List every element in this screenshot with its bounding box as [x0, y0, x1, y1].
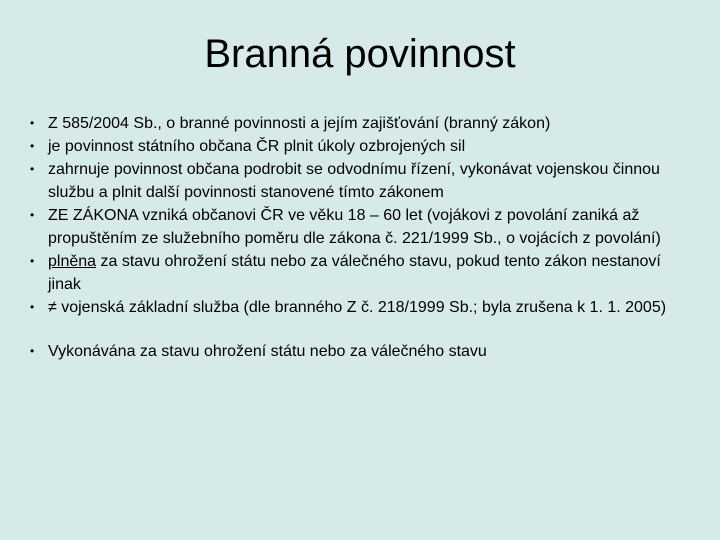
bullet-icon: • [30, 344, 35, 358]
list-item-text: Z 585/2004 Sb., o branné povinnosti a jejím zajišťování (branný zákon) [48, 115, 551, 132]
list-item [30, 135, 690, 158]
bullet-icon: • [30, 139, 35, 153]
list-item [30, 296, 690, 319]
underlined-word: plněna [48, 253, 97, 270]
list-item-text: za stavu ohrožení státu nebo za válečného stavu, pokud tento zákon nestanoví jinak [48, 253, 661, 293]
bullet-icon: • [30, 208, 35, 222]
bullet-icon: • [30, 254, 35, 268]
bullet-list [30, 112, 690, 363]
list-item [30, 158, 690, 204]
bullet-icon: • [30, 300, 35, 314]
bullet-icon: • [30, 116, 35, 130]
list-item-text: zahrnuje povinnost občana podrobit se odvodnímu řízení, vykonávat vojenskou činnou službu a plnit další povinnosti stanovené tímto zákonem [48, 161, 660, 201]
slide-title: Branná povinnost [204, 32, 516, 76]
list-item [30, 340, 690, 363]
list-item-text: ≠ vojenská základní služba (dle branného Z č. 218/1999 Sb.; byla zrušena k 1. 1. 2005) [48, 299, 667, 316]
list-item [30, 204, 690, 250]
list-item [30, 112, 690, 135]
list-item-text: Vykonávána za stavu ohrožení státu nebo za válečného stavu [48, 343, 487, 360]
bullet-icon: • [30, 162, 35, 176]
list-item-text: je povinnost státního občana ČR plnit úkoly ozbrojených sil [48, 138, 466, 155]
list-item [30, 250, 690, 296]
list-item-text: ZE ZÁKONA vzniká občanovi ČR ve věku 18 – 60 let (vojákovi z povolání zaniká až propuštěním ze služebního poměru dle zákona č. 221/1999 Sb., o vojácích z povolání) [48, 207, 661, 247]
